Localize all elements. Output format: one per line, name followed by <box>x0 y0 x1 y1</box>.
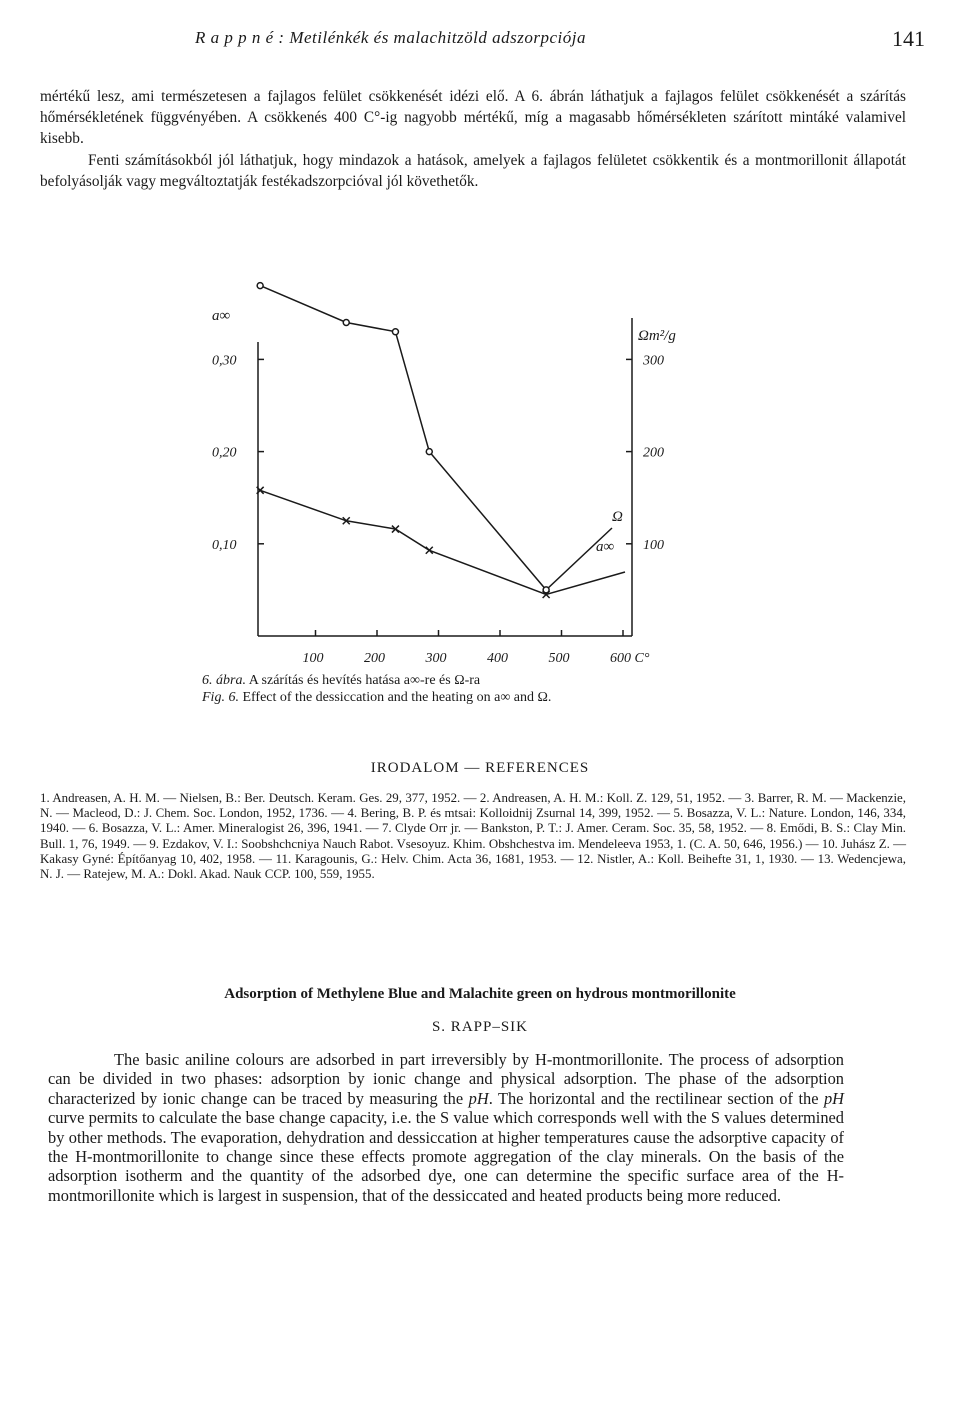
x-tick-label: 600 C° <box>610 651 650 666</box>
x-tick-label: 200 <box>364 651 385 666</box>
body-paragraph-1: mértékű lesz, ami természetesen a fajlagos felület csökkenését idézi elő. A 6. ábrán láthatjuk a fajlagos felület csökkenését a szárítás hőmérsékletének függvényében. A csökkenés 400 C°-ig nagyobb mértékű, míg a magasabb hőmérsékleten szárított mintáké valamivel kisebb. <box>40 88 906 148</box>
caption-en-label: Fig. 6. <box>202 690 239 705</box>
caption-hungarian <box>202 672 762 689</box>
summary-author: S. RAPP–SIK <box>431 1019 529 1035</box>
summary-text <box>48 1050 844 1205</box>
figure-caption <box>202 672 762 706</box>
left-tick-label: 0,30 <box>212 353 237 369</box>
right-tick-label: 100 <box>643 537 664 553</box>
summary-text-part-3: curve permits to calculate the base change capacity, i.e. the S value which corresponds well with the S values determined by other methods. The evaporation, dehydration and dessiccation at higher temperatures cause the adsorptive capacity of the H-montmorillonite to change since these effects promote aggregation of the clay minerals. On the basis of the adsorption isotherm and the quantity of the adsorbed dye, one can determine the specific surface area of the H-montmorillonite which is largest in suspension, that of the dessiccated and heated products being more reduced. <box>48 1108 844 1205</box>
x-tick-label: 500 <box>548 651 570 666</box>
caption-hu-text: A szárítás és hevítés hatása a∞-re és Ω-ra <box>248 673 481 688</box>
right-tick-label: 300 <box>643 353 664 369</box>
body-paragraph-2: Fenti számításokból jól láthatjuk, hogy mindazok a hatások, amelyek a fajlagos felületet csökkentik és a montmorillonit állapotát befolyásolják vagy megváltoztatják festékadszorpcióval jól követhetők. <box>40 151 906 190</box>
left-tick-label: 0,20 <box>212 445 237 461</box>
references-heading: IRODALOM — REFERENCES <box>370 760 590 776</box>
right-axis-label: Ωm²/g <box>638 328 676 344</box>
data-point-omega <box>257 283 263 289</box>
summary-text-part-2: . The horizontal and the rectilinear section of the <box>488 1088 824 1108</box>
references-list: 1. Andreasen, A. H. M. — Nielsen, B.: Ber. Deutsch. Keram. Ges. 29, 377, 1952. — 2. Andreasen, A. H. M.: Koll. Z. 129, 51, 1952. — 3. Barrer, R. M. — Mackenzie, N. — Macleod, D.: J. Chem. Soc. London, 1952, 1736. — 4. Bering, B. P. és mtsai: Kolloidnij Zsurnal 14, 399, 1952. — 5. Bosazza, V. L.: Nature. London, 146, 334, 1940. — 6. Bosazza, V. L.: Amer. Mineralogist 26, 396, 1941. — 7. Clyde Orr jr. — Bankston, P. T.: J. Amer. Ceram. Soc. 35, 58, 1952. — 8. Emődi, B. S.: Clay Min. Bull. 1, 76, 1949. — 9. Ezdakov, V. I.: Soobshchcniya Nauch Rabot. Vsesoyuz. Khim. Obshchestva im. Mendeleeva 1953, 1. (C. A. 50, 646, 1956.) — 10. Juhász Z. — Kakasy Gyné: Építőanyag 10, 402, 1958. — 11. Karagounis, G.: Helv. Chim. Acta 36, 1681, 1953. — 12. Nistler, A.: Koll. Beihefte 31, 1, 1930. — 13. Wedencjewa, N. J. — Ratejew, M. A.: Dokl. Akad. Nauk CCP. 100, 559, 1955. <box>40 791 906 882</box>
series-line-a-inf <box>260 490 625 594</box>
left-axis-label: a∞ <box>212 308 231 324</box>
x-tick-label: 100 <box>302 651 324 666</box>
caption-english <box>202 689 762 706</box>
caption-en-text: Effect of the dessiccation and the heating on a∞ and Ω. <box>242 690 552 705</box>
data-point-omega <box>392 329 398 335</box>
running-title: R a p p n é : Metilénkék és malachitzöld adszorpciója <box>195 28 586 47</box>
summary-title: Adsorption of Methylene Blue and Malachite green on hydrous montmorillonite <box>224 986 736 1002</box>
ph-symbol: pH <box>468 1088 489 1108</box>
data-point-a-inf <box>426 547 433 554</box>
summary-paragraph <box>48 1050 844 1205</box>
data-point-omega <box>343 320 349 326</box>
x-tick-label: 300 <box>425 651 447 666</box>
curve-label-omega: Ω <box>612 509 623 525</box>
right-tick-label: 200 <box>643 445 664 461</box>
figure-6-chart <box>0 0 960 700</box>
left-tick-label: 0,10 <box>212 537 237 553</box>
x-tick-label: 400 <box>487 651 508 666</box>
series-line-omega <box>260 286 612 590</box>
data-point-omega <box>426 449 432 455</box>
curve-label-a: a∞ <box>596 539 615 555</box>
summary-text-part-1: The basic aniline colours are adsorbed in part irreversibly by H-montmorillonite. The process of adsorption can be divided in two phases: adsorption by ionic change and physical adsorption. The phase of the adsorption characterized by ionic change can be traced by measuring the <box>48 1050 844 1108</box>
ph-symbol: pH <box>823 1088 844 1108</box>
caption-hu-label: 6. ábra. <box>202 673 246 688</box>
page-number: 141 <box>892 26 925 51</box>
